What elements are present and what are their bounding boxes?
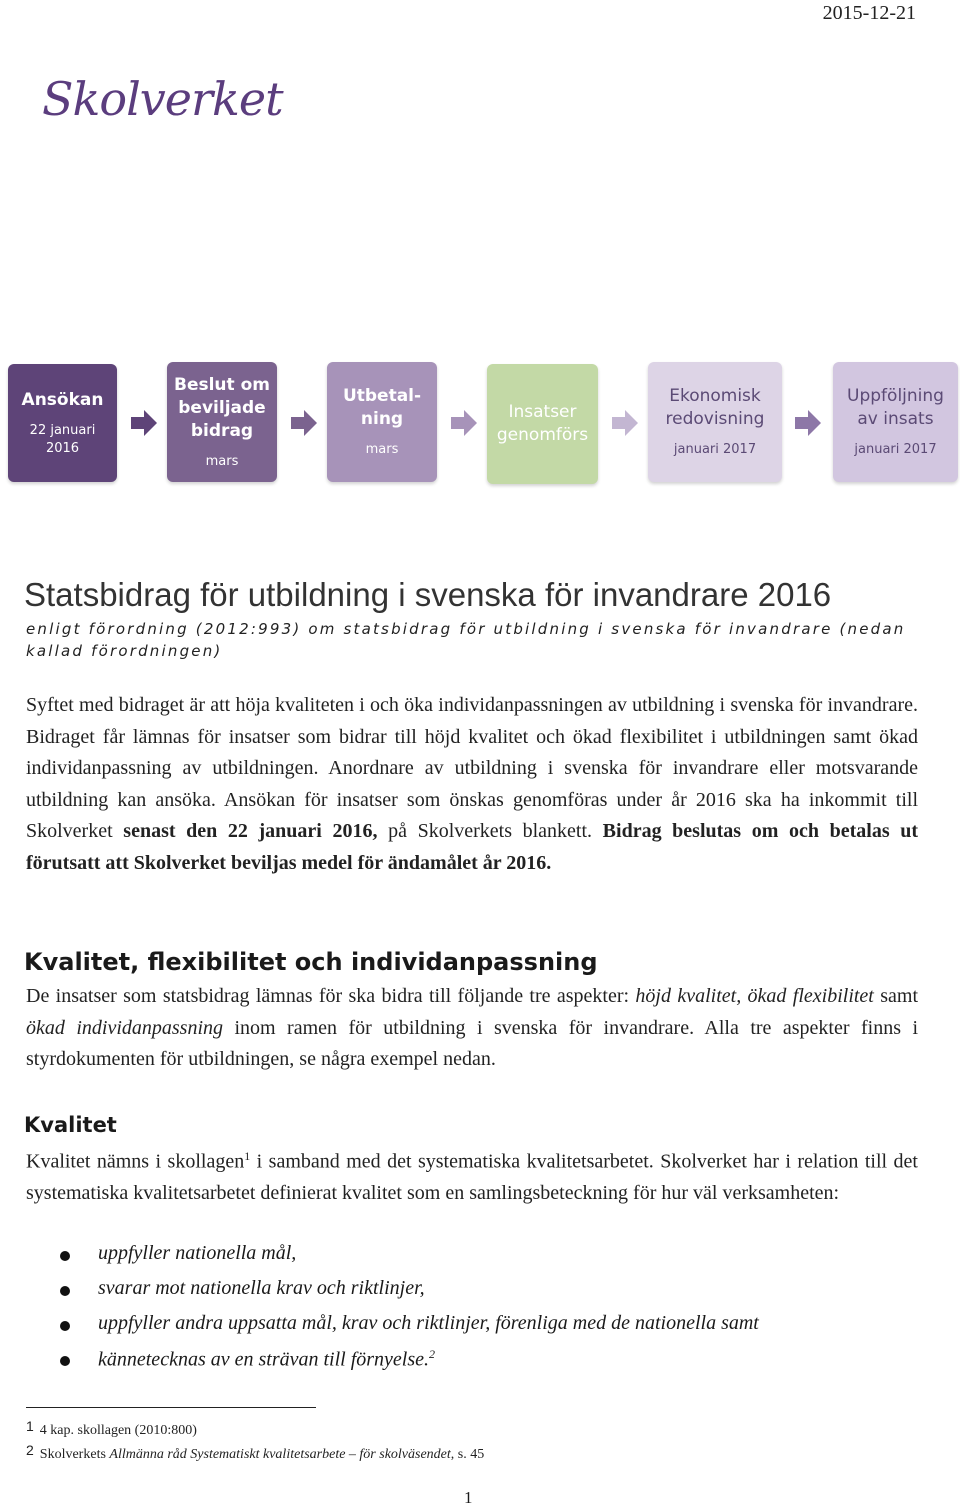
section1-text: De insatser som statsbidrag lämnas för ska bidra till följande tre aspekter: xyxy=(26,985,636,1007)
footnote-text: Skolverkets xyxy=(39,1447,110,1462)
footnote-divider xyxy=(26,1407,316,1408)
section1-italic: höjd kvalitet, ökad flexibilitet xyxy=(635,985,874,1007)
arrow-right-icon xyxy=(451,410,477,436)
flow-step-utbetalning xyxy=(327,362,437,482)
arrow-right-icon xyxy=(131,410,157,436)
list-item-text: uppfyller andra uppsatta mål, krav och riktlinjer, förenliga med de nationella samt xyxy=(98,1312,759,1334)
flow-step-detail: mars xyxy=(205,453,239,469)
section-heading-kvalitet: Kvalitet xyxy=(24,1113,117,1137)
list-item-text: uppfyller nationella mål, xyxy=(98,1242,297,1264)
flow-step-insatser xyxy=(487,364,598,484)
flow-step-ekonomisk-redovisning xyxy=(648,362,782,482)
footnote-text-2: , s. 45 xyxy=(450,1447,485,1462)
bullet-icon xyxy=(60,1321,70,1331)
section2-paragraph xyxy=(26,1141,918,1210)
footnote-ref-2: 2 xyxy=(429,1347,436,1361)
flow-step-title: Beslut om beviljade bidrag xyxy=(174,374,270,441)
list-item xyxy=(60,1347,920,1382)
flow-step-title: Insatser genomförs xyxy=(496,402,589,445)
bullet-icon xyxy=(60,1251,70,1261)
flow-step-detail: mars xyxy=(365,442,399,457)
list-item xyxy=(60,1277,920,1312)
flow-step-title: Utbetal- ning xyxy=(342,386,422,429)
flow-step-title: Uppföljning av insats xyxy=(847,386,944,429)
flow-step-title: Ekonomisk redovisning xyxy=(665,386,765,429)
process-flow xyxy=(0,360,960,490)
arrow-right-icon xyxy=(612,410,638,436)
footnote-2 xyxy=(26,1442,485,1463)
list-item-text: kännetecknas av en strävan till förnyelse. xyxy=(98,1348,430,1371)
skolverket-logo: Skolverket xyxy=(42,72,283,126)
arrow-right-icon xyxy=(291,410,317,436)
intro-text: Syftet med bidraget är att höja kvaliteten i och öka individanpassningen av utbildning i svenska för invandrare. Bidraget får lämnas för insatser som bidrar till höjd kvalitet och ökad flexibilitet i utbildningen samt ökad individanpassning av utbildningen. Anordnare av utbildning i svenska för invandrare eller motsvarande utbildning kan ansöka. Ansökan för insatser som önskas genomföras under år 2016 ska ha inkommit till Skolverket xyxy=(26,694,918,842)
section2-text-2: i samband med det systematiska kvalitetsarbetet. Skolverket har i relation till det systematiska kvalitetsarbetet definierat kvalitet som en samlingsbeteckning för hur väl verksamheten: xyxy=(26,1150,918,1205)
flow-step-uppfoljning xyxy=(833,362,958,482)
flow-step-detail: januari 2017 xyxy=(854,442,937,457)
deadline-text: senast den 22 januari 2016, xyxy=(123,820,378,842)
section2-text: Kvalitet nämns i skollagen xyxy=(26,1150,245,1173)
bullet-icon xyxy=(60,1356,70,1366)
footnote-number: 1 xyxy=(26,1418,34,1434)
section-heading-kvalitet-flexibilitet: Kvalitet, flexibilitet och individanpassning xyxy=(24,948,598,976)
page-subtitle: enligt förordning (2012:993) om statsbidrag för utbildning i svenska för invandrare (nedan kallad förordningen) xyxy=(26,620,906,660)
section1-text-3: inom ramen för utbildning i svenska för invandrare. Alla tre aspekter finns i styrdokumenten för utbildningen, se några exempel nedan. xyxy=(26,1016,918,1070)
flow-step-detail: januari 2017 xyxy=(673,442,757,457)
flow-step-detail: 22 januari 2016 xyxy=(29,422,96,456)
page-number: 1 xyxy=(464,1488,473,1507)
intro-text-2: på Skolverkets blankett. xyxy=(377,820,603,842)
footnote-text: 4 kap. skollagen (2010:800) xyxy=(39,1423,197,1438)
section1-paragraph xyxy=(26,981,918,1076)
arrow-right-icon xyxy=(795,410,821,436)
flow-step-beslut xyxy=(167,362,277,482)
page-title: Statsbidrag för utbildning i svenska för invandrare 2016 xyxy=(24,576,832,613)
flow-step-title: Ansökan xyxy=(21,389,104,410)
list-item xyxy=(60,1312,920,1347)
document-date: 2015-12-21 xyxy=(822,2,916,24)
footnote-ref-1: 1 xyxy=(244,1149,251,1163)
flow-step-ansokan xyxy=(8,364,117,482)
list-item xyxy=(60,1242,920,1277)
footnote-1 xyxy=(26,1418,197,1439)
intro-paragraph xyxy=(26,690,918,879)
funding-condition-text: Bidrag beslutas om och betalas ut förutsatt att Skolverket beviljas medel för ändamålet år 2016. xyxy=(26,820,919,874)
section1-text-2: samt xyxy=(873,985,919,1007)
section1-italic-2: ökad individanpassning xyxy=(26,1016,224,1039)
bullet-icon xyxy=(60,1286,70,1296)
list-item-text: svarar mot nationella krav och riktlinjer, xyxy=(98,1277,425,1299)
footnote-title: Allmänna råd Systematiskt kvalitetsarbete – för skolväsendet xyxy=(109,1447,451,1462)
quality-criteria-list xyxy=(60,1242,920,1382)
footnote-number: 2 xyxy=(26,1442,34,1458)
